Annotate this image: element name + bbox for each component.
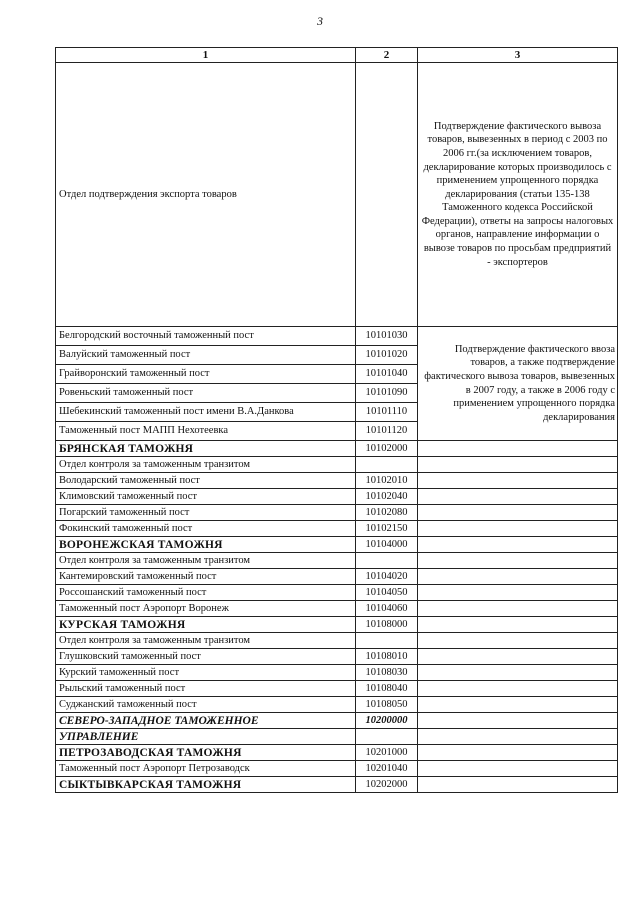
empty-description-cell (418, 633, 618, 649)
unit-name-cell: Таможенный пост Аэропорт Воронеж (56, 601, 356, 617)
table-row (56, 665, 618, 681)
empty-description-cell (418, 649, 618, 665)
table-row (56, 553, 618, 569)
table-row (56, 601, 618, 617)
empty-description-cell (418, 697, 618, 713)
empty-description-cell (418, 761, 618, 777)
unit-name-cell: СЫКТЫВКАРСКАЯ ТАМОЖНЯ (56, 777, 356, 793)
unit-name-cell: Отдел контроля за таможенным транзитом (56, 633, 356, 649)
empty-description-cell (418, 441, 618, 457)
empty-description-cell (418, 665, 618, 681)
table-row (56, 521, 618, 537)
header-col-3: 3 (418, 48, 618, 63)
table-row (56, 713, 618, 729)
function-description-cell: Подтверждение фактического ввоза товаров, а также подтверждение фактического вывоза товаров, вывезенных в 2007 году, а также в 2006 году с применением упрощенного порядка декларирования (418, 327, 618, 441)
function-description-cell: Подтверждение фактического вывоза товаров, вывезенных в период с 2003 по 2006 гг.(за исключением товаров, декларирование которых производилось с применением упрощенного порядка декларирования (статьи 135-138 Таможенного кодекса Российской Федерации), ответы на запросы налоговых органов, направление информации о вывозе товаров по просьбам предприятий - экспортеров (418, 63, 618, 327)
table-row (56, 489, 618, 505)
empty-description-cell (418, 457, 618, 473)
unit-name-cell: Таможенный пост Аэропорт Петрозаводск (56, 761, 356, 777)
unit-name-cell: Володарский таможенный пост (56, 473, 356, 489)
unit-name-cell: Глушковский таможенный пост (56, 649, 356, 665)
unit-code-cell: 10101120 (356, 422, 418, 441)
unit-code-cell (356, 633, 418, 649)
empty-description-cell (418, 505, 618, 521)
table-row (56, 649, 618, 665)
empty-description-cell (418, 681, 618, 697)
unit-code-cell (356, 729, 418, 745)
unit-code-cell: 10102150 (356, 521, 418, 537)
unit-name-cell: Таможенный пост МАПП Нехотеевка (56, 422, 356, 441)
unit-code-cell: 10104020 (356, 569, 418, 585)
table-row (56, 327, 618, 346)
unit-name-cell: Климовский таможенный пост (56, 489, 356, 505)
empty-description-cell (418, 569, 618, 585)
table-row (56, 777, 618, 793)
unit-code-cell: 10200000 (356, 713, 418, 729)
unit-code-cell: 10101110 (356, 403, 418, 422)
unit-name-cell: Кантемировский таможенный пост (56, 569, 356, 585)
unit-name-cell: Отдел контроля за таможенным транзитом (56, 553, 356, 569)
unit-name-cell: Погарский таможенный пост (56, 505, 356, 521)
table-row (56, 505, 618, 521)
empty-description-cell (418, 585, 618, 601)
unit-code-cell: 10104060 (356, 601, 418, 617)
unit-code-cell: 10108040 (356, 681, 418, 697)
table-row (56, 473, 618, 489)
unit-name-cell: Валуйский таможенный пост (56, 346, 356, 365)
empty-description-cell (418, 537, 618, 553)
unit-code-cell (356, 63, 418, 327)
unit-code-cell: 10101090 (356, 384, 418, 403)
table-row (56, 745, 618, 761)
unit-name-cell: СЕВЕРО-ЗАПАДНОЕ ТАМОЖЕННОЕ (56, 713, 356, 729)
unit-code-cell: 10108050 (356, 697, 418, 713)
unit-name-cell: ПЕТРОЗАВОДСКАЯ ТАМОЖНЯ (56, 745, 356, 761)
page-number: 3 (317, 14, 323, 28)
unit-name-cell: ВОРОНЕЖСКАЯ ТАМОЖНЯ (56, 537, 356, 553)
unit-name-cell: Фокинский таможенный пост (56, 521, 356, 537)
unit-code-cell: 10201000 (356, 745, 418, 761)
unit-code-cell: 10101030 (356, 327, 418, 346)
unit-code-cell (356, 553, 418, 569)
table-row (56, 633, 618, 649)
unit-name-cell: БРЯНСКАЯ ТАМОЖНЯ (56, 441, 356, 457)
unit-name-cell: Шебекинский таможенный пост имени В.А.Данкова (56, 403, 356, 422)
unit-code-cell (356, 457, 418, 473)
table-row (56, 537, 618, 553)
table-row (56, 63, 618, 327)
unit-name-cell: Ровеньский таможенный пост (56, 384, 356, 403)
empty-description-cell (418, 713, 618, 729)
table-row (56, 697, 618, 713)
unit-name-cell: УПРАВЛЕНИЕ (56, 729, 356, 745)
unit-code-cell: 10104050 (356, 585, 418, 601)
unit-name-cell: Белгородский восточный таможенный пост (56, 327, 356, 346)
unit-code-cell: 10108000 (356, 617, 418, 633)
unit-code-cell: 10102000 (356, 441, 418, 457)
empty-description-cell (418, 489, 618, 505)
unit-code-cell: 10101040 (356, 365, 418, 384)
unit-name-cell: Курский таможенный пост (56, 665, 356, 681)
empty-description-cell (418, 473, 618, 489)
table-row (56, 729, 618, 745)
table-row (56, 681, 618, 697)
empty-description-cell (418, 521, 618, 537)
table-row (56, 617, 618, 633)
table-header-row (56, 48, 618, 63)
unit-name-cell: Грайворонский таможенный пост (56, 365, 356, 384)
table-row (56, 761, 618, 777)
unit-name-cell: Отдел подтверждения экспорта товаров (56, 63, 356, 327)
empty-description-cell (418, 601, 618, 617)
table-row (56, 569, 618, 585)
unit-name-cell: Отдел контроля за таможенным транзитом (56, 457, 356, 473)
empty-description-cell (418, 745, 618, 761)
unit-code-cell: 10102080 (356, 505, 418, 521)
unit-code-cell: 10108010 (356, 649, 418, 665)
table-row (56, 585, 618, 601)
empty-description-cell (418, 553, 618, 569)
header-col-1: 1 (56, 48, 356, 63)
unit-name-cell: Россошанский таможенный пост (56, 585, 356, 601)
unit-code-cell: 10102010 (356, 473, 418, 489)
empty-description-cell (418, 729, 618, 745)
unit-code-cell: 10108030 (356, 665, 418, 681)
unit-code-cell: 10101020 (356, 346, 418, 365)
unit-name-cell: Рыльский таможенный пост (56, 681, 356, 697)
unit-code-cell: 10104000 (356, 537, 418, 553)
table-row (56, 441, 618, 457)
table-row (56, 457, 618, 473)
header-col-2: 2 (356, 48, 418, 63)
unit-name-cell: КУРСКАЯ ТАМОЖНЯ (56, 617, 356, 633)
customs-posts-table (55, 47, 618, 793)
unit-name-cell: Суджанский таможенный пост (56, 697, 356, 713)
unit-code-cell: 10201040 (356, 761, 418, 777)
unit-code-cell: 10102040 (356, 489, 418, 505)
unit-code-cell: 10202000 (356, 777, 418, 793)
empty-description-cell (418, 777, 618, 793)
empty-description-cell (418, 617, 618, 633)
